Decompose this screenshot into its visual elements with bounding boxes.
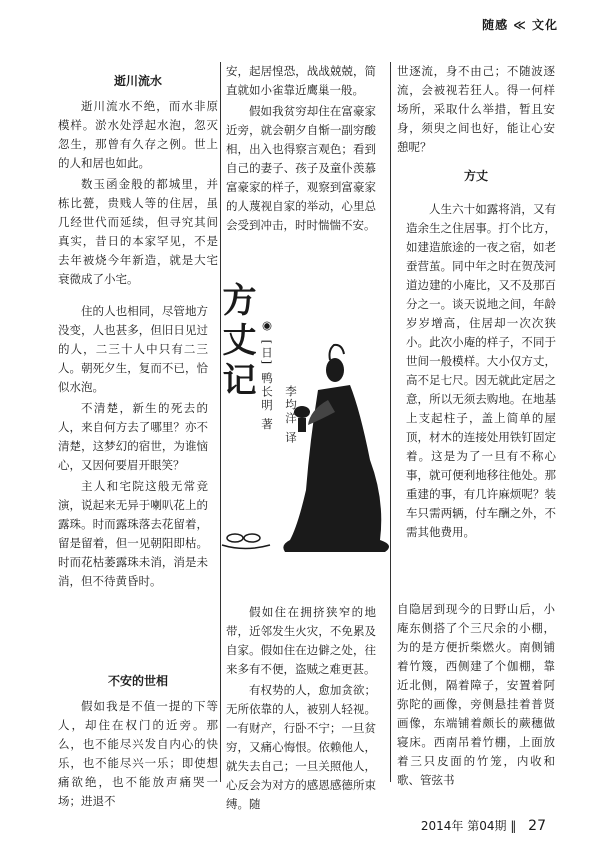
column-middle-bottom [226, 603, 376, 816]
paragraph: 假如住在拥挤狭窄的地带，近邻发生火灾，不免累及自家。假如住在边僻之处，往来多有不便，盗贼之难更甚。 [226, 605, 376, 676]
paragraph: 不清楚，新生的死去的人，来自何方去了哪里？亦不清楚，这梦幻的宿世，为谁恼心，又因何要眉开眼笑？ [58, 401, 208, 472]
paragraph: 假如我是不值一提的下等人，却住在权门的近旁。那么，也不能尽兴发自内心的快乐，也不能尽兴一乐；即使想痛欲绝，也不能放声痛哭一场；进退不 [58, 699, 218, 808]
column-left-top [58, 62, 218, 291]
paragraph: 安，起居惶恐，战战兢兢，简直就如小雀靠近鹰巢一般。 [226, 64, 376, 97]
section-heading-hojo: 方丈 [463, 169, 488, 183]
paragraph: 有权势的人，愈加贪欲；无所依靠的人，被别人轻视。一有财产，行卧不宁；一旦贫穷，又痛心悔恨。依赖他人，就失去自己；一旦关照他人，心反会为对方的感恩感德所束缚。随 [226, 683, 376, 811]
paragraph: 主人和宅院这般无常竞演，说起来无异于喇叭花上的露珠。时而露珠落去花留着，留是留着，但一见朝阳即枯。时而花枯萎露珠未消，消是未消，但不待黄昏时。 [58, 479, 208, 588]
issue-label: 2014年 第04期 [420, 819, 507, 833]
column-right-middle [406, 200, 556, 544]
paragraph: 住的人也相同，尽管地方没变，人也甚多，但旧日见过的人，二三十人中只有二三人。朝死夕生，复而不已，恰似水泡。 [58, 304, 208, 394]
paragraph: 数玉函金般的都城里，并栋比甍，贵贱人等的住居，虽几经世代而延续，但寻究其间真实，昔日的本家罕见，不是去年被烧今年新造，就是大宅衰微成了小宅。 [58, 177, 218, 286]
paragraph: 逝川流水不绝，而水非原模样。淤水处浮起水泡，忽灭忽生，那曾有久存之例。世上的人和居也如此。 [58, 99, 218, 170]
column-left-middle [58, 302, 208, 593]
page-footer [421, 817, 546, 834]
column-middle-top [226, 62, 376, 237]
section-heading-uneasy-world: 不安的世相 [107, 674, 168, 688]
column-right-bottom [397, 600, 555, 792]
paragraph: 世逐流，身不由己；不随波逐流，会被视若狂人。得一何样场所，采取什么举措，暂且安身，须臾之间也好，能让心安憩呢？ [397, 64, 555, 154]
translator-credit: 李均洋 译 [284, 385, 298, 445]
article-title: 方丈记 [216, 282, 256, 402]
paragraph: 假如我贫穷却住在富豪家近旁，就会朝夕自惭一副穷酸相，出入也得察言观色；看到自己的妻子、孩子及童仆羡慕富豪家的样子，观察到富豪家的人蔑视自家的举动，心里总会受到冲击，时时惴惴不安。 [226, 104, 376, 232]
column-divider [390, 62, 391, 782]
column-left-bottom [58, 662, 218, 813]
author-credit: ◉ [日] 鸭长明 著 [260, 318, 274, 432]
paragraph: 自隐居到现今的日野山后，小庵东侧搭了个三尺余的小棚，为的是方便折柴燃火。南侧铺着竹篾，西侧建了个伽棚，靠近北侧，隔着障子，安置着阿弥陀的画像，旁侧悬挂着普贤画像，东端铺着颇长的蕨穗做寝床。西南吊着竹棚，上面放着三只皮面的竹笼，内收和歌、管弦书 [397, 602, 555, 787]
paragraph: 人生六十如露将消，又有造余生之住居事。打个比方，如建造旅途的一夜之宿，如老蚕营茧。同中年之时在贺茂河道边建的小庵比，又不及那百分之一。谈天说地之间，年龄岁岁增高，住居却一次次狭小。此次小庵的样子，不同于世间一般模样。大小仅方丈，高不足七尺。因无就此定居之意，所以无须去购地。在地基上支起柱子，盖上简单的屋顶，材木的连接处用铁钉固定着。这是为了一旦有不称心事，就可便利地移往他处。那重建的事，有几许麻烦呢？装车只需两辆，付车酬之外，不需其他费用。 [406, 202, 556, 539]
page-number: 27 [528, 818, 546, 834]
section-heading-flowing-river: 逝川流水 [113, 74, 162, 88]
footer-divider: ‖ [510, 819, 521, 833]
column-right-top [397, 62, 555, 192]
section-header: 随感 ≪ 文化 [482, 18, 558, 32]
